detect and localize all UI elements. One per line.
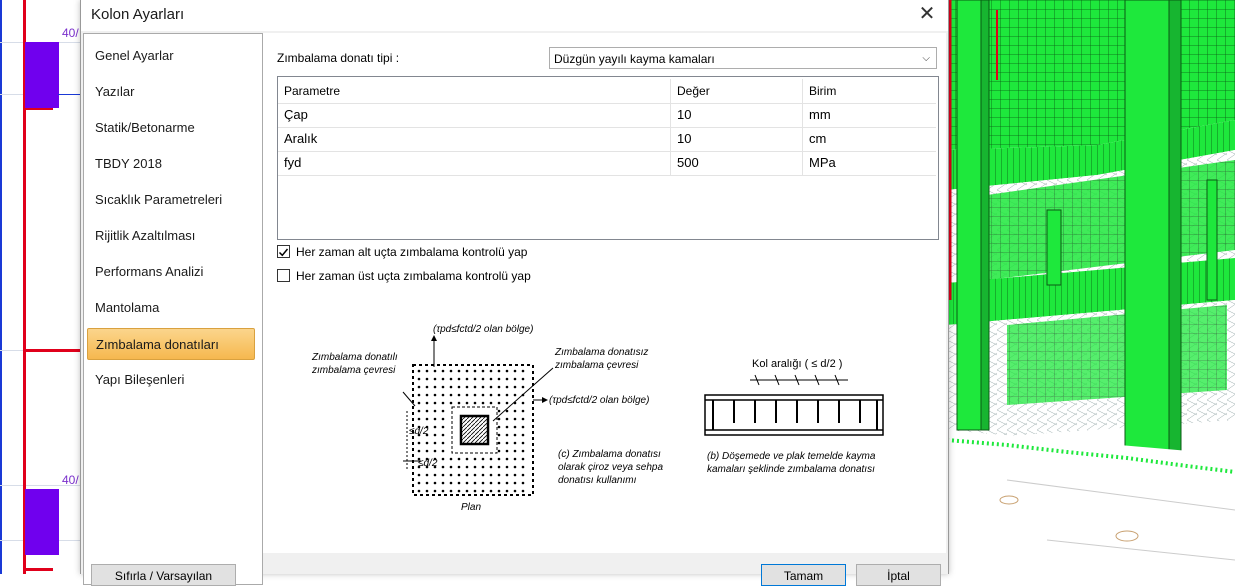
stirrup-dot [418,474,421,477]
close-button[interactable] [916,3,938,25]
stirrup-dot [506,394,509,397]
stirrup-dot [498,426,501,429]
stirrup-dot [506,490,509,493]
cell-parameter: Çap [278,103,671,127]
chevron-down-icon: ⌵ [922,53,930,64]
stirrup-dot [418,418,421,421]
stirrup-dot [474,402,477,405]
stirrup-dot [506,370,509,373]
stirrup-dot [450,402,453,405]
sidebar-item-punching[interactable]: Zımbalama donatıları [87,328,255,360]
stirrup-dot [482,482,485,485]
stirrup-dot [466,386,469,389]
stirrup-dot [498,402,501,405]
stirrup-dot [506,474,509,477]
stirrup-dot [490,370,493,373]
background-plan-view [0,0,80,574]
stirrup-dot [458,474,461,477]
stirrup-dot [450,386,453,389]
stirrup-dot [458,402,461,405]
stirrup-dot [506,378,509,381]
shear-studs [713,400,877,430]
svg-text:(c) Zımbalama donatısı: (c) Zımbalama donatısı [558,449,661,460]
svg-text:kamaları şeklinde zımbalama do: kamaları şeklinde zımbalama donatısı [707,464,875,475]
stirrup-dot [506,458,509,461]
stirrup-dot [514,410,517,413]
stirrup-dot [514,466,517,469]
stirrup-dot [434,370,437,373]
stirrup-dot [482,466,485,469]
stirrup-dot [522,450,525,453]
stirrup-dot [514,482,517,485]
stirrup-dot [474,490,477,493]
mid-zone-label: (τpd≤fctd/2 olan bölge) [549,395,650,406]
stirrup-dot [514,490,517,493]
stirrup-dot [442,410,445,413]
checkmark-icon [278,247,289,258]
punching-panel: Zımbalama donatı tipi : Düzgün yayılı kayma kamaları ⌵ Parametre Değer Birim Çap 10 mm Aralık 10 cm fyd 500 MPa Her zaman alt uçta zımbalama kontrolü yap Her zaman üst uçta zımbalama kontrolü yap (τpd≤fctd/2 olan bölge) Zımbalama donatılı zımbalama çevresi Zımbalama donatısız zımbalama çevresi (τpd≤fctd/2 olan bölge) ≤d/2 ≤d/2 Plan (c) Zımbalama donatısı olarak çiroz veya sehpa donatısı kullanımı Kol aralığı ( ≤ d/2 ) (b) Döşemede ve plak temelde kayma kamaları şeklinde zımbalama donatısı [263,33,946,553]
stirrup-dot [498,378,501,381]
grid-header-parameter: Parametre [278,79,671,103]
stirrup-dot [474,458,477,461]
stirrup-dot [522,434,525,437]
stirrup-dot [498,450,501,453]
cancel-button[interactable]: İptal [856,564,941,586]
stirrup-dot [498,386,501,389]
title-bar [81,0,948,31]
settings-sidebar [83,33,263,585]
stirrup-dot [522,482,525,485]
stirrup-dot [498,458,501,461]
stirrup-dot [442,442,445,445]
stirrup-dot [506,426,509,429]
stirrup-dot [514,442,517,445]
punching-type-label: Zımbalama donatı tipi : [277,51,400,65]
stirrup-dot [442,434,445,437]
top-zone-label: (τpd≤fctd/2 olan bölge) [433,324,534,335]
sidebar-item-general[interactable]: Genel Ayarlar [95,48,174,63]
stirrup-dot [434,394,437,397]
stirrup-dot [514,426,517,429]
stirrup-dot [450,370,453,373]
stirrup-dot [482,386,485,389]
stirrup-dot [522,490,525,493]
stirrup-dot [522,370,525,373]
stirrup-dot [466,402,469,405]
stirrup-dot [474,386,477,389]
stirrup-dot [506,386,509,389]
stirrup-dot [498,410,501,413]
stirrup-dot [442,474,445,477]
cell-parameter: fyd [278,151,671,175]
grid-header-value: Değer [671,79,803,103]
stirrup-dot [442,378,445,381]
cell-parameter: Aralık [278,127,671,151]
stirrup-dot [466,466,469,469]
stirrup-dot [482,378,485,381]
stirrup-dot [458,490,461,493]
sidebar-item-jacketing[interactable]: Mantolama [95,300,160,315]
stirrup-dot [450,474,453,477]
stirrup-dot [514,450,517,453]
stirrup-dot [458,386,461,389]
stirrup-dot [418,386,421,389]
table-row[interactable] [278,151,936,176]
stirrup-dot [434,434,437,437]
stirrup-dot [474,474,477,477]
stirrup-dot [434,418,437,421]
stirrup-dot [482,370,485,373]
stirrup-dot [482,458,485,461]
sidebar-item-stiffness[interactable]: Rijitlik Azaltılması [95,228,196,243]
cell-unit: mm [809,107,831,122]
stirrup-dot [522,418,525,421]
stirrup-dot [418,482,421,485]
stirrup-dot [474,482,477,485]
stirrup-dot [426,410,429,413]
checkbox-box [277,269,290,282]
stirrup-dot [450,466,453,469]
stirrup-dot [498,394,501,397]
stirrup-dot [434,402,437,405]
stirrup-dot [434,378,437,381]
stirrup-dot [418,450,421,453]
stirrup-dot [490,458,493,461]
stirrup-dot [498,474,501,477]
stirrup-dot [490,490,493,493]
cell-value[interactable]: 500 [671,151,803,175]
stirrup-dot [506,434,509,437]
punching-type-dropdown[interactable] [549,47,937,69]
stirrup-dot [514,370,517,373]
plan-axis-blue [0,0,2,574]
svg-text:≤d/2: ≤d/2 [418,458,438,469]
sidebar-item-static-concrete[interactable]: Statik/Betonarme [95,120,195,135]
cell-value[interactable]: 10 [671,127,803,151]
stirrup-dot [426,378,429,381]
stirrup-dot [482,394,485,397]
stirrup-dot [434,410,437,413]
stirrup-dot [450,394,453,397]
stirrup-dot [498,482,501,485]
column-label: 40/ [62,26,79,40]
cell-value[interactable]: 10 [671,103,803,127]
column-section [25,42,59,108]
sidebar-item-tbdy-2018[interactable]: TBDY 2018 [95,156,162,171]
stirrup-dot [458,370,461,373]
stirrup-dot [426,450,429,453]
structure-3d-render [947,0,1235,574]
stirrup-dot [506,466,509,469]
punching-reinforcement-figure [263,311,946,551]
stirrup-dot [418,370,421,373]
stirrup-dot [466,490,469,493]
stirrup-dot [506,402,509,405]
stirrup-dot [466,458,469,461]
cell-unit: cm [809,131,827,146]
stirrup-dot [442,426,445,429]
stirrup-dot [522,410,525,413]
stirrup-dot [490,394,493,397]
stirrup-dot [434,442,437,445]
svg-text:≤d/2: ≤d/2 [409,426,429,437]
stirrup-dot [426,370,429,373]
background-3d-view [947,0,1235,574]
stirrup-dot [458,378,461,381]
stirrup-dot [426,490,429,493]
stirrup-dot [442,394,445,397]
column-spacing-label: Kol aralığı ( ≤ d/2 ) [752,358,843,370]
reset-button[interactable]: Sıfırla / Varsayılan [91,564,236,586]
table-row[interactable] [278,103,936,128]
stirrup-dot [522,466,525,469]
stirrup-dot [442,402,445,405]
stirrup-dot [490,466,493,469]
stirrup-dot [514,418,517,421]
parameter-grid[interactable] [277,76,939,240]
stirrup-dot [522,402,525,405]
svg-text:Zımbalama donatılı: Zımbalama donatılı [312,352,398,363]
cell-unit: MPa [809,155,836,170]
sidebar-item-texts[interactable]: Yazılar [95,84,135,99]
stirrup-dot [522,474,525,477]
stirrup-dot [466,378,469,381]
sidebar-item-temperature[interactable]: Sıcaklık Parametreleri [95,192,223,207]
stirrup-dot [450,378,453,381]
stirrup-dot [466,370,469,373]
stirrup-dot [514,386,517,389]
stirrup-dot [450,458,453,461]
grid-header-unit: Birim [809,84,837,98]
stirrup-dot [418,410,421,413]
stirrup-dot [514,474,517,477]
stirrup-dot [434,490,437,493]
stirrup-dot [474,378,477,381]
checkbox-box [277,245,290,258]
stirrup-dot [466,394,469,397]
stirrup-dot [442,490,445,493]
stirrup-dot [426,482,429,485]
stirrup-dot [490,482,493,485]
plan-label: Plan [461,502,482,513]
stirrup-dot [426,442,429,445]
sidebar-item-components[interactable]: Yapı Bileşenleri [95,372,185,387]
stirrup-dot [418,442,421,445]
stirrup-dot [514,434,517,437]
stirrup-dot [514,458,517,461]
stirrup-dot [490,386,493,389]
column-label: 40/ [62,473,79,487]
stirrup-dot [466,482,469,485]
stirrup-dot [458,482,461,485]
stirrup-dot [522,378,525,381]
stirrup-dot [466,474,469,477]
stirrup-dot [482,474,485,477]
close-icon: ✕ [918,3,936,25]
stirrup-dot [418,378,421,381]
stirrup-dot [490,474,493,477]
stirrup-dot [418,402,421,405]
dialog-title: Kolon Ayarları [91,6,185,23]
stirrup-dot [474,466,477,469]
stirrup-dot [498,434,501,437]
stirrup-dot [426,402,429,405]
stirrup-dot [426,418,429,421]
stirrup-dot [522,426,525,429]
stirrup-dot [426,386,429,389]
stirrup-dot [434,482,437,485]
sidebar-item-performance[interactable]: Performans Analizi [95,264,204,279]
stirrup-dot [434,474,437,477]
stirrup-dot [498,442,501,445]
svg-text:donatısı kullanımı: donatısı kullanımı [558,475,637,486]
stirrup-dot [522,442,525,445]
stirrup-dot [426,394,429,397]
punching-type-value: Düzgün yayılı kayma kamaları [554,52,715,66]
stirrup-dot [434,426,437,429]
stirrup-dot [474,394,477,397]
svg-text:zımbalama çevresi: zımbalama çevresi [312,365,396,376]
ok-button[interactable]: Tamam [761,564,846,586]
stirrup-dot [490,402,493,405]
column-section [25,489,59,555]
stirrup-dot [522,386,525,389]
stirrup-dot [418,490,421,493]
stirrup-dot [514,394,517,397]
stirrup-dot [506,450,509,453]
stirrup-dot [434,450,437,453]
stirrup-dot [442,450,445,453]
stirrup-dot [426,474,429,477]
stirrup-dot [490,378,493,381]
stirrup-dot [506,418,509,421]
stirrup-dot [458,458,461,461]
stirrup-dot [442,458,445,461]
stirrup-dot [442,386,445,389]
dialog-body [81,31,948,583]
stirrup-dot [458,466,461,469]
table-row[interactable] [278,127,936,152]
stirrup-dot [450,490,453,493]
stirrup-dot [442,466,445,469]
grid-header-row [278,79,936,104]
stirrup-dot [442,418,445,421]
svg-text:Zımbalama donatısız: Zımbalama donatısız [555,347,649,358]
stirrup-dot [498,418,501,421]
stirrup-dot [514,378,517,381]
stirrup-dot [506,482,509,485]
svg-text:olarak çiroz veya sehpa: olarak çiroz veya sehpa [558,462,664,473]
svg-text:zımbalama çevresi: zımbalama çevresi [555,360,639,371]
stirrup-dot [482,490,485,493]
stirrup-dot [498,466,501,469]
stirrup-dot [498,490,501,493]
stirrup-dot [450,482,453,485]
stirrup-dot [522,458,525,461]
stirrup-dot [418,394,421,397]
stirrup-dot [442,482,445,485]
svg-text:(b) Döşemede ve plak temelde k: (b) Döşemede ve plak temelde kayma [707,451,876,462]
stirrup-dot [482,402,485,405]
column-settings-dialog [80,0,949,583]
stirrup-dot [474,370,477,373]
stirrup-dot [434,386,437,389]
stirrup-dot [498,370,501,373]
stirrup-dot [506,442,509,445]
stirrup-dot [442,370,445,373]
stirrup-dot [458,394,461,397]
